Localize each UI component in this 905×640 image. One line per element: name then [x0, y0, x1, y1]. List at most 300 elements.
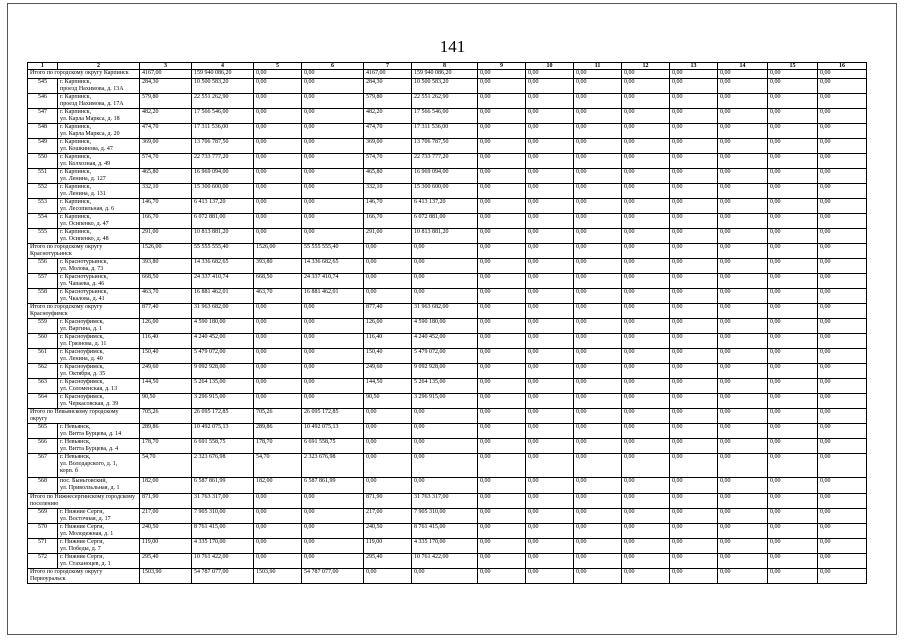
value-cell: 0,00: [768, 394, 818, 409]
value-cell: 0,00: [302, 319, 364, 334]
value-cell: 0,00: [670, 454, 718, 478]
value-cell: 0,00: [818, 394, 867, 409]
municipality-total-name: Итого по городскому округу Первоуральск: [28, 569, 140, 584]
value-cell: 0,00: [718, 274, 768, 289]
column-number: 13: [670, 63, 718, 70]
row-number: 556: [28, 259, 58, 274]
value-cell: 0,00: [670, 274, 718, 289]
value-cell: 0,00: [412, 244, 478, 259]
value-cell: 0,00: [526, 94, 574, 109]
value-cell: 0,00: [768, 539, 818, 554]
value-cell: 0,00: [718, 539, 768, 554]
value-cell: 0,00: [364, 409, 412, 424]
value-cell: 871,90: [364, 494, 412, 509]
value-cell: 705,26: [254, 409, 302, 424]
value-cell: 0,00: [254, 349, 302, 364]
table-row: [28, 454, 867, 478]
value-cell: 0,00: [574, 524, 622, 539]
value-cell: 249,60: [140, 364, 192, 379]
value-cell: 0,00: [254, 94, 302, 109]
value-cell: 0,00: [622, 289, 670, 304]
column-number: 8: [412, 63, 478, 70]
address-cell: пос. Быньговский, ул. Приволзьльная, д. 1: [58, 478, 140, 494]
value-cell: 22 733 777,20: [412, 154, 478, 169]
value-cell: 0,00: [574, 199, 622, 214]
value-cell: 482,20: [364, 109, 412, 124]
value-cell: 0,00: [718, 494, 768, 509]
value-cell: 0,00: [574, 494, 622, 509]
municipality-total-name: Итого по городскому округу Карпинск: [28, 70, 140, 79]
value-cell: 0,00: [818, 229, 867, 244]
value-cell: 0,00: [718, 394, 768, 409]
value-cell: 0,00: [478, 379, 526, 394]
municipality-total-name: Итого по Нижнесергинскому городскому поселению: [28, 494, 140, 509]
value-cell: 0,00: [526, 424, 574, 439]
value-cell: 5 479 072,00: [192, 349, 254, 364]
value-cell: 0,00: [622, 539, 670, 554]
value-cell: 0,00: [574, 439, 622, 454]
value-cell: 393,80: [254, 259, 302, 274]
value-cell: 0,00: [302, 109, 364, 124]
value-cell: 0,00: [526, 478, 574, 494]
row-number: 548: [28, 124, 58, 139]
value-cell: 0,00: [526, 199, 574, 214]
value-cell: 0,00: [818, 244, 867, 259]
address-cell: г. Красноуфимск, ул. Грязнова, д. 11: [58, 334, 140, 349]
value-cell: 0,00: [768, 439, 818, 454]
value-cell: 0,00: [670, 364, 718, 379]
value-cell: 7 905 310,00: [412, 509, 478, 524]
value-cell: 0,00: [622, 184, 670, 199]
row-number: 571: [28, 539, 58, 554]
row-number: 550: [28, 154, 58, 169]
value-cell: 6 691 558,75: [302, 439, 364, 454]
value-cell: 0,00: [526, 454, 574, 478]
value-cell: 0,00: [526, 109, 574, 124]
value-cell: 8 761 415,00: [192, 524, 254, 539]
table-row: [28, 289, 867, 304]
value-cell: 0,00: [622, 94, 670, 109]
value-cell: 0,00: [478, 439, 526, 454]
value-cell: 0,00: [574, 154, 622, 169]
value-cell: 0,00: [718, 509, 768, 524]
value-cell: 0,00: [364, 454, 412, 478]
value-cell: 0,00: [768, 409, 818, 424]
value-cell: 0,00: [670, 394, 718, 409]
address-cell: г. Красноуфимск, ул. Ленина, д. 40: [58, 349, 140, 364]
total-row: [28, 569, 867, 584]
value-cell: 0,00: [254, 124, 302, 139]
value-cell: 0,00: [622, 494, 670, 509]
row-number: 559: [28, 319, 58, 334]
value-cell: 0,00: [574, 509, 622, 524]
value-cell: 0,00: [768, 524, 818, 539]
value-cell: 0,00: [412, 259, 478, 274]
value-cell: 0,00: [768, 79, 818, 94]
value-cell: 0,00: [768, 214, 818, 229]
address-cell: г. Красноуфимск, ул. Октября, д. 35: [58, 364, 140, 379]
value-cell: 1503,90: [254, 569, 302, 584]
value-cell: 0,00: [718, 109, 768, 124]
value-cell: 0,00: [526, 289, 574, 304]
value-cell: 0,00: [412, 289, 478, 304]
value-cell: 0,00: [768, 169, 818, 184]
value-cell: 0,00: [768, 569, 818, 584]
total-row: [28, 70, 867, 79]
column-number: 14: [718, 63, 768, 70]
value-cell: 0,00: [768, 229, 818, 244]
value-cell: 0,00: [478, 124, 526, 139]
value-cell: 0,00: [364, 244, 412, 259]
value-cell: 0,00: [302, 349, 364, 364]
value-cell: 0,00: [302, 304, 364, 319]
value-cell: 295,40: [140, 554, 192, 569]
value-cell: 116,40: [364, 334, 412, 349]
value-cell: 0,00: [718, 409, 768, 424]
value-cell: 31 963 682,00: [192, 304, 254, 319]
value-cell: 0,00: [478, 274, 526, 289]
value-cell: 0,00: [818, 494, 867, 509]
value-cell: 0,00: [574, 124, 622, 139]
address-cell: г. Невьянск, ул. Витта Бурцева, д. 14: [58, 424, 140, 439]
value-cell: 119,00: [140, 539, 192, 554]
value-cell: 0,00: [302, 70, 364, 79]
value-cell: 0,00: [254, 214, 302, 229]
value-cell: 0,00: [768, 70, 818, 79]
value-cell: 166,70: [140, 214, 192, 229]
row-number: 551: [28, 169, 58, 184]
value-cell: 0,00: [670, 109, 718, 124]
value-cell: 6 072 881,00: [412, 214, 478, 229]
value-cell: 159 940 086,20: [412, 70, 478, 79]
value-cell: 17 311 536,00: [192, 124, 254, 139]
value-cell: 0,00: [412, 424, 478, 439]
value-cell: 159 940 086,20: [192, 70, 254, 79]
value-cell: 474,70: [364, 124, 412, 139]
value-cell: 0,00: [254, 139, 302, 154]
value-cell: 0,00: [718, 169, 768, 184]
row-number: 545: [28, 79, 58, 94]
value-cell: 0,00: [818, 454, 867, 478]
value-cell: 9 092 928,00: [412, 364, 478, 379]
value-cell: 0,00: [818, 289, 867, 304]
value-cell: 0,00: [364, 289, 412, 304]
value-cell: 10 761 422,00: [412, 554, 478, 569]
table-row: [28, 379, 867, 394]
value-cell: 369,00: [364, 139, 412, 154]
value-cell: 0,00: [768, 289, 818, 304]
table-row: [28, 319, 867, 334]
value-cell: 0,00: [478, 139, 526, 154]
page-number: 141: [439, 37, 466, 56]
value-cell: 54,70: [254, 454, 302, 478]
value-cell: 0,00: [478, 319, 526, 334]
value-cell: 0,00: [478, 394, 526, 409]
value-cell: 0,00: [818, 364, 867, 379]
value-cell: 0,00: [818, 259, 867, 274]
value-cell: 0,00: [478, 424, 526, 439]
value-cell: 0,00: [254, 229, 302, 244]
value-cell: 10 500 583,20: [192, 79, 254, 94]
value-cell: 0,00: [622, 454, 670, 478]
value-cell: 0,00: [718, 379, 768, 394]
value-cell: 0,00: [254, 154, 302, 169]
table-row: [28, 184, 867, 199]
row-number: 570: [28, 524, 58, 539]
value-cell: 0,00: [718, 349, 768, 364]
value-cell: 0,00: [302, 199, 364, 214]
column-number: 12: [622, 63, 670, 70]
table-row: [28, 478, 867, 494]
value-cell: 15 300 600,00: [412, 184, 478, 199]
table-row: [28, 554, 867, 569]
value-cell: 0,00: [254, 509, 302, 524]
address-cell: г. Карпинск, ул. Карла Маркса, д. 18: [58, 109, 140, 124]
value-cell: 0,00: [526, 70, 574, 79]
value-cell: 0,00: [818, 424, 867, 439]
value-cell: 0,00: [622, 259, 670, 274]
column-number: 7: [364, 63, 412, 70]
value-cell: 0,00: [818, 184, 867, 199]
value-cell: 474,70: [140, 124, 192, 139]
row-number: 549: [28, 139, 58, 154]
value-cell: 1526,00: [254, 244, 302, 259]
value-cell: 0,00: [622, 569, 670, 584]
value-cell: 217,00: [140, 509, 192, 524]
value-cell: 0,00: [254, 494, 302, 509]
value-cell: 0,00: [718, 184, 768, 199]
value-cell: 54 787 077,00: [302, 569, 364, 584]
value-cell: 0,00: [718, 229, 768, 244]
value-cell: 0,00: [526, 409, 574, 424]
value-cell: 0,00: [670, 439, 718, 454]
value-cell: 6 413 137,20: [412, 199, 478, 214]
value-cell: 0,00: [622, 439, 670, 454]
value-cell: 0,00: [412, 409, 478, 424]
value-cell: 0,00: [526, 79, 574, 94]
value-cell: 0,00: [478, 539, 526, 554]
value-cell: 393,80: [140, 259, 192, 274]
value-cell: 0,00: [768, 139, 818, 154]
value-cell: 0,00: [574, 364, 622, 379]
value-cell: 0,00: [718, 289, 768, 304]
value-cell: 22 551 262,90: [192, 94, 254, 109]
header-row: [28, 63, 867, 70]
value-cell: 0,00: [574, 409, 622, 424]
value-cell: 116,40: [140, 334, 192, 349]
value-cell: 0,00: [670, 289, 718, 304]
value-cell: 0,00: [478, 79, 526, 94]
value-cell: 4167,00: [140, 70, 192, 79]
value-cell: 17 311 536,00: [412, 124, 478, 139]
value-cell: 0,00: [818, 524, 867, 539]
value-cell: 0,00: [818, 554, 867, 569]
address-cell: г. Карпинск, ул. Лесопильная, д. 6: [58, 199, 140, 214]
value-cell: 6 072 881,00: [192, 214, 254, 229]
value-cell: 0,00: [478, 478, 526, 494]
table-row: [28, 229, 867, 244]
value-cell: 291,00: [140, 229, 192, 244]
value-cell: 0,00: [718, 259, 768, 274]
value-cell: 0,00: [670, 154, 718, 169]
value-cell: 5 264 135,00: [192, 379, 254, 394]
value-cell: 0,00: [526, 349, 574, 364]
municipality-total-name: Итого по городскому округу Краснотурьинск: [28, 244, 140, 259]
value-cell: 0,00: [670, 259, 718, 274]
value-cell: 0,00: [526, 554, 574, 569]
value-cell: 0,00: [526, 539, 574, 554]
value-cell: 0,00: [670, 524, 718, 539]
value-cell: 0,00: [818, 349, 867, 364]
value-cell: 0,00: [526, 244, 574, 259]
value-cell: 0,00: [478, 109, 526, 124]
value-cell: 24 337 410,74: [192, 274, 254, 289]
value-cell: 4 590 180,00: [192, 319, 254, 334]
column-number: 5: [254, 63, 302, 70]
value-cell: 0,00: [526, 394, 574, 409]
value-cell: 0,00: [818, 70, 867, 79]
value-cell: 0,00: [478, 409, 526, 424]
value-cell: 0,00: [670, 379, 718, 394]
value-cell: 10 492 075,13: [302, 424, 364, 439]
value-cell: 0,00: [478, 554, 526, 569]
value-cell: 0,00: [254, 109, 302, 124]
value-cell: 0,00: [670, 569, 718, 584]
value-cell: 0,00: [670, 94, 718, 109]
table-row: [28, 424, 867, 439]
value-cell: 0,00: [254, 334, 302, 349]
value-cell: 0,00: [768, 478, 818, 494]
value-cell: 0,00: [818, 334, 867, 349]
value-cell: 0,00: [768, 454, 818, 478]
value-cell: 0,00: [526, 259, 574, 274]
value-cell: 3 296 915,00: [412, 394, 478, 409]
value-cell: 0,00: [478, 70, 526, 79]
value-cell: 0,00: [768, 349, 818, 364]
value-cell: 0,00: [768, 154, 818, 169]
value-cell: 10 500 583,20: [412, 79, 478, 94]
value-cell: 574,70: [140, 154, 192, 169]
value-cell: 0,00: [526, 169, 574, 184]
value-cell: 0,00: [478, 364, 526, 379]
address-cell: г. Карпинск, ул. Карла Маркса, д. 20: [58, 124, 140, 139]
value-cell: 0,00: [670, 319, 718, 334]
value-cell: 0,00: [302, 394, 364, 409]
value-cell: 0,00: [526, 319, 574, 334]
value-cell: 0,00: [574, 229, 622, 244]
value-cell: 17 566 546,00: [412, 109, 478, 124]
value-cell: 166,70: [364, 214, 412, 229]
value-cell: 295,40: [364, 554, 412, 569]
value-cell: 0,00: [302, 154, 364, 169]
value-cell: 0,00: [768, 364, 818, 379]
value-cell: 0,00: [574, 259, 622, 274]
value-cell: 0,00: [574, 379, 622, 394]
value-cell: 668,50: [254, 274, 302, 289]
value-cell: 217,00: [364, 509, 412, 524]
value-cell: 0,00: [622, 154, 670, 169]
value-cell: 0,00: [526, 334, 574, 349]
value-cell: 0,00: [574, 214, 622, 229]
row-number: 562: [28, 364, 58, 379]
value-cell: 0,00: [478, 349, 526, 364]
total-row: [28, 244, 867, 259]
address-cell: г. Невьянск, ул. Витта Бурцева, д. 4: [58, 439, 140, 454]
municipality-total-name: Итого по Невьянскому городскому округу: [28, 409, 140, 424]
value-cell: 0,00: [718, 154, 768, 169]
value-cell: 0,00: [574, 79, 622, 94]
value-cell: 0,00: [412, 454, 478, 478]
value-cell: 14 336 682,65: [192, 259, 254, 274]
value-cell: 24 337 410,74: [302, 274, 364, 289]
table-row: [28, 94, 867, 109]
column-number: 2: [58, 63, 140, 70]
value-cell: 0,00: [622, 379, 670, 394]
value-cell: 0,00: [622, 478, 670, 494]
value-cell: 0,00: [254, 169, 302, 184]
total-row: [28, 409, 867, 424]
value-cell: 0,00: [768, 274, 818, 289]
value-cell: 0,00: [364, 439, 412, 454]
value-cell: 0,00: [622, 199, 670, 214]
value-cell: 240,50: [140, 524, 192, 539]
value-cell: 0,00: [574, 169, 622, 184]
column-number: 16: [818, 63, 867, 70]
value-cell: 0,00: [818, 169, 867, 184]
value-cell: 6 587 861,99: [302, 478, 364, 494]
value-cell: 369,00: [140, 139, 192, 154]
row-number: 554: [28, 214, 58, 229]
value-cell: 126,00: [364, 319, 412, 334]
value-cell: 0,00: [768, 109, 818, 124]
value-cell: 0,00: [718, 439, 768, 454]
value-cell: 0,00: [670, 169, 718, 184]
value-cell: 0,00: [768, 199, 818, 214]
value-cell: 0,00: [478, 184, 526, 199]
table-row: [28, 139, 867, 154]
value-cell: 579,80: [364, 94, 412, 109]
value-cell: 0,00: [574, 334, 622, 349]
value-cell: 284,30: [364, 79, 412, 94]
value-cell: 0,00: [670, 79, 718, 94]
value-cell: 90,50: [140, 394, 192, 409]
value-cell: 249,60: [364, 364, 412, 379]
value-cell: 0,00: [718, 79, 768, 94]
value-cell: 0,00: [412, 439, 478, 454]
value-cell: 0,00: [622, 70, 670, 79]
value-cell: 0,00: [364, 569, 412, 584]
value-cell: 291,00: [364, 229, 412, 244]
row-number: 560: [28, 334, 58, 349]
value-cell: 0,00: [526, 214, 574, 229]
address-cell: г. Карпинск, проезд Нахимова, д. 13А: [58, 79, 140, 94]
value-cell: 0,00: [526, 154, 574, 169]
column-number: 3: [140, 63, 192, 70]
row-number: 561: [28, 349, 58, 364]
address-cell: г. Краснотурьинск, ул. Чапаева, д. 46: [58, 274, 140, 289]
table-row: [28, 274, 867, 289]
value-cell: 0,00: [574, 569, 622, 584]
value-cell: 22 551 262,90: [412, 94, 478, 109]
value-cell: 0,00: [478, 259, 526, 274]
table-row: [28, 124, 867, 139]
value-cell: 0,00: [768, 319, 818, 334]
value-cell: 0,00: [526, 364, 574, 379]
value-cell: 0,00: [718, 364, 768, 379]
value-cell: 0,00: [768, 244, 818, 259]
value-cell: 0,00: [718, 554, 768, 569]
value-cell: 0,00: [768, 554, 818, 569]
